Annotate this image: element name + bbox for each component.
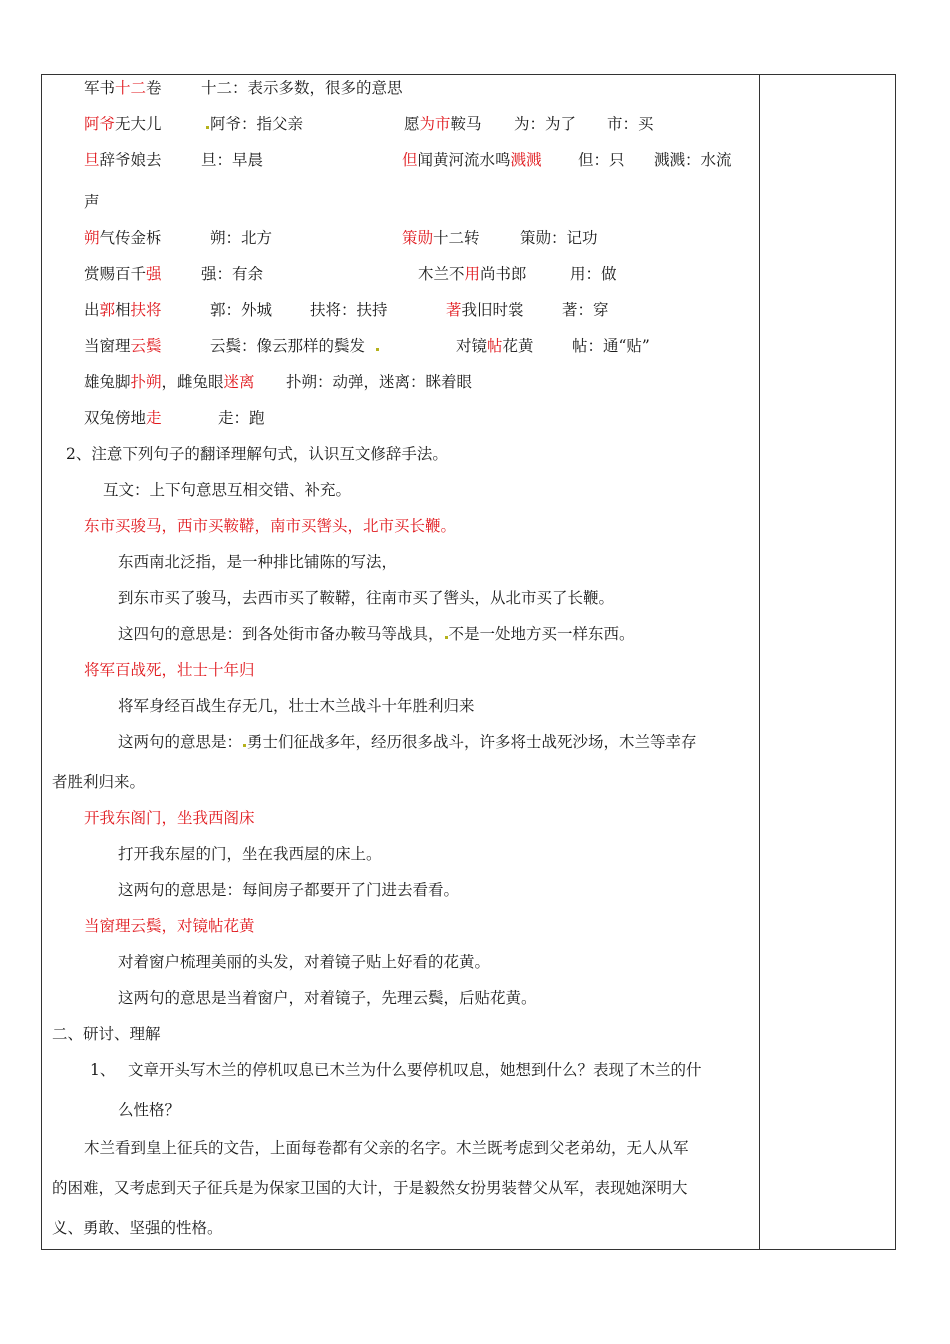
explanation-line: 者胜利归来。 <box>52 773 146 791</box>
highlight: 强 <box>146 265 162 283</box>
highlight: 溅溅 <box>510 151 542 169</box>
highlight: 走 <box>146 409 162 427</box>
explanation-line: 对着窗户梳理美丽的头发，对着镜子贴上好看的花黄。 <box>118 953 491 971</box>
text: 不是一处地方买一样东西。 <box>448 625 635 643</box>
text: 我旧时裳 <box>461 301 524 319</box>
text: 对镜 <box>456 337 488 355</box>
column-divider <box>759 74 760 1250</box>
text: 愿 <box>404 115 420 133</box>
text: 花黄 <box>502 337 534 355</box>
highlight: 云鬓 <box>130 337 162 355</box>
text: 十二转 <box>433 229 480 247</box>
vocab-row-6 <box>84 300 162 320</box>
highlight: 扑朔 <box>130 373 162 391</box>
explanation-line: 东西南北泛指，是一种排比铺陈的写法， <box>118 553 398 571</box>
text: 这两句的意思是： <box>118 733 243 751</box>
text: 出 <box>84 301 100 319</box>
vocab-row-6b <box>446 300 524 320</box>
highlight: 扶将 <box>130 301 162 319</box>
answer-line: 木兰看到皇上征兵的文告，上面每卷都有父亲的名字。木兰既考虑到父老弟幼，无人从军 <box>84 1139 689 1157</box>
explanation-line <box>118 732 697 752</box>
vocab-note: 著：穿 <box>562 301 609 319</box>
vocab-note: 十二：表示多数，很多的意思 <box>201 79 403 97</box>
example-quote: 当窗理云鬓，对镜帖花黄 <box>84 917 255 935</box>
text: 木兰不 <box>418 265 465 283</box>
vocab-note: 扶将：扶持 <box>310 301 388 319</box>
vocab-row-4 <box>84 228 162 248</box>
text: 气传金柝 <box>99 229 162 247</box>
highlight: 但 <box>402 151 418 169</box>
vocab-note: 溅溅：水流 <box>654 151 732 169</box>
vocab-row-8 <box>84 372 255 392</box>
vocab-continuation: 声 <box>84 193 100 211</box>
vocab-row-1 <box>84 78 162 98</box>
vocab-note: 但：只 <box>578 151 625 169</box>
highlight: 用 <box>464 265 481 283</box>
vocab-row-7 <box>84 336 162 356</box>
example-quote: 东市买骏马，西市买鞍鞯，南市买辔头，北市买长鞭。 <box>84 517 457 535</box>
answer-line: 的困难，又考虑到天子征兵是为保家卫国的大计，于是毅然女扮男装替父从军，表现她深明大 <box>52 1179 688 1197</box>
vocab-note: 走：跑 <box>218 409 265 427</box>
highlight: 朔 <box>84 229 100 247</box>
example-quote: 将军百战死，壮士十年归 <box>84 661 255 679</box>
vocab-row-2 <box>84 114 162 134</box>
vocab-row-3 <box>84 150 162 170</box>
vocab-note: 强：有余 <box>201 265 264 283</box>
vocab-note: 市：买 <box>607 115 654 133</box>
text: 赏赐百千 <box>84 265 147 283</box>
highlight: 旦 <box>84 151 100 169</box>
text: 这四句的意思是：到各处街市备办鞍马等战具， <box>118 625 444 643</box>
vocab-row-5b <box>418 264 527 284</box>
explanation-line: 打开我东屋的门，坐在我西屋的床上。 <box>118 845 382 863</box>
vocab-row-2b <box>404 114 482 134</box>
vocab-row-7b <box>456 336 534 356</box>
question-number: 1、 <box>90 1061 116 1079</box>
note-text: 阿爷：指父亲 <box>210 115 304 133</box>
text: 鞍马 <box>450 115 482 133</box>
text: 勇士们征战多年，经历很多战斗，许多将士战死沙场，木兰等幸存 <box>247 733 697 751</box>
dot-marker <box>243 744 246 747</box>
part-heading: 二、研讨、理解 <box>52 1025 161 1043</box>
vocab-note: 扑朔：动弹，迷离：眯着眼 <box>286 373 473 391</box>
vocab-note: 帖：通“贴” <box>572 337 650 355</box>
explanation-line <box>118 624 635 644</box>
dot-marker <box>206 126 209 129</box>
answer-line: 义、勇敢、坚强的性格。 <box>52 1219 223 1237</box>
explanation-line: 这两句的意思是：每间房子都要开了门进去看看。 <box>118 881 460 899</box>
highlight: 著 <box>446 301 462 319</box>
vocab-note <box>205 114 303 134</box>
highlight: 迷离 <box>223 373 255 391</box>
vocab-row-4b <box>402 228 480 248</box>
text: 当窗理 <box>84 337 131 355</box>
highlight: 帖 <box>487 337 503 355</box>
vocab-note: 旦：早晨 <box>201 151 264 169</box>
text: 无大儿 <box>115 115 162 133</box>
text: 相 <box>115 301 131 319</box>
dot-marker <box>445 636 448 639</box>
explanation-line: 到东市买了骏马，去西市买了鞍鞯，往南市买了辔头，从北市买了长鞭。 <box>118 589 615 607</box>
text: 军书 <box>84 79 116 97</box>
text: 辞爷娘去 <box>99 151 162 169</box>
note-text: 云鬓：像云那样的鬓发 <box>210 337 366 355</box>
text: 卷 <box>146 79 162 97</box>
text: 闻黄河流水鸣 <box>417 151 511 169</box>
example-quote: 开我东阁门，坐我西阁床 <box>84 809 255 827</box>
vocab-note: 郭：外城 <box>210 301 273 319</box>
vocab-row-5 <box>84 264 162 284</box>
vocab-note <box>210 336 380 356</box>
vocab-note: 用：做 <box>570 265 617 283</box>
explanation-line: 这两句的意思是当着窗户，对着镜子，先理云鬓，后贴花黄。 <box>118 989 537 1007</box>
text: ，雌兔眼 <box>161 373 224 391</box>
highlight: 策勋 <box>402 229 434 247</box>
vocab-note: 策勋：记功 <box>520 229 598 247</box>
dot-marker <box>376 348 379 351</box>
explanation-line: 将军身经百战生存无几，壮士木兰战斗十年胜利归来 <box>118 697 475 715</box>
text: 双兔傍地 <box>84 409 147 427</box>
highlight: 阿爷 <box>84 115 116 133</box>
vocab-row-9 <box>84 408 162 428</box>
highlight: 郭 <box>99 301 116 319</box>
highlight: 为市 <box>419 115 451 133</box>
definition: 互文：上下句意思互相交错、补充。 <box>103 481 352 499</box>
vocab-note: 为：为了 <box>514 115 577 133</box>
question-line: 么性格？ <box>118 1101 181 1119</box>
vocab-row-3b <box>402 150 542 170</box>
section-heading: 2、注意下列句子的翻译理解句式，认识互文修辞手法。 <box>66 445 448 463</box>
text: 尚书郎 <box>480 265 527 283</box>
highlight: 十二 <box>115 79 147 97</box>
text: 雄兔脚 <box>84 373 131 391</box>
vocab-note: 朔：北方 <box>210 229 273 247</box>
question-line: 文章开头写木兰的停机叹息已木兰为什么要停机叹息，她想到什么？表现了木兰的什 <box>128 1061 702 1079</box>
